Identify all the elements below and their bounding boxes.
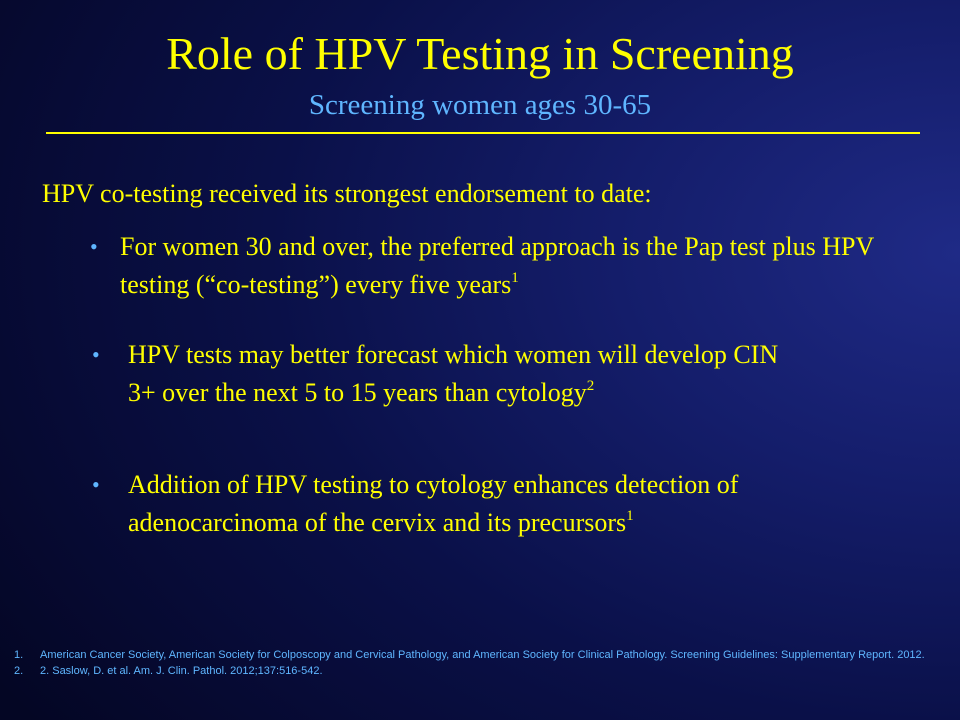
footnote-marker: 2 (586, 378, 595, 394)
slide-title: Role of HPV Testing in Screening (166, 28, 794, 79)
bullet-item-3 (92, 466, 808, 542)
slide-subtitle: Screening women ages 30-65 (308, 89, 652, 121)
reference-text: 2. Saslow, D. et al. Am. J. Clin. Pathol. 2012;137:516-542. (40, 665, 323, 677)
bullet-item-1 (90, 228, 900, 304)
reference-text: American Cancer Society, American Society for Colposcopy and Cervical Pathology, and American Society for Clinical Pathology. Screening Guidelines: Supplementary Report. 2012. (40, 649, 925, 661)
bullet-text: For women 30 and over, the preferred approach is the Pap test plus HPV testing (“co-testing”) every five years (120, 232, 874, 299)
reference-item (14, 648, 944, 662)
reference-number: 2. (14, 665, 24, 677)
bullet-item-2 (92, 336, 808, 412)
bullet-dot-icon: • (92, 472, 100, 497)
reference-number: 1. (14, 649, 24, 661)
intro-text: HPV co-testing received its strongest endorsement to date: (42, 179, 652, 208)
bullet-dot-icon: • (90, 234, 98, 259)
reference-item (14, 664, 944, 678)
bullet-text: HPV tests may better forecast which women will develop CIN 3+ over the next 5 to 15 years than cytology (128, 340, 779, 407)
bullet-text: Addition of HPV testing to cytology enhances detection of adenocarcinoma of the cervix and its precursors (128, 470, 739, 537)
bullet-dot-icon: • (92, 342, 100, 367)
title-divider (46, 132, 920, 134)
footnote-marker: 1 (511, 270, 519, 286)
footnote-marker: 1 (626, 508, 634, 524)
references-list (14, 648, 944, 680)
